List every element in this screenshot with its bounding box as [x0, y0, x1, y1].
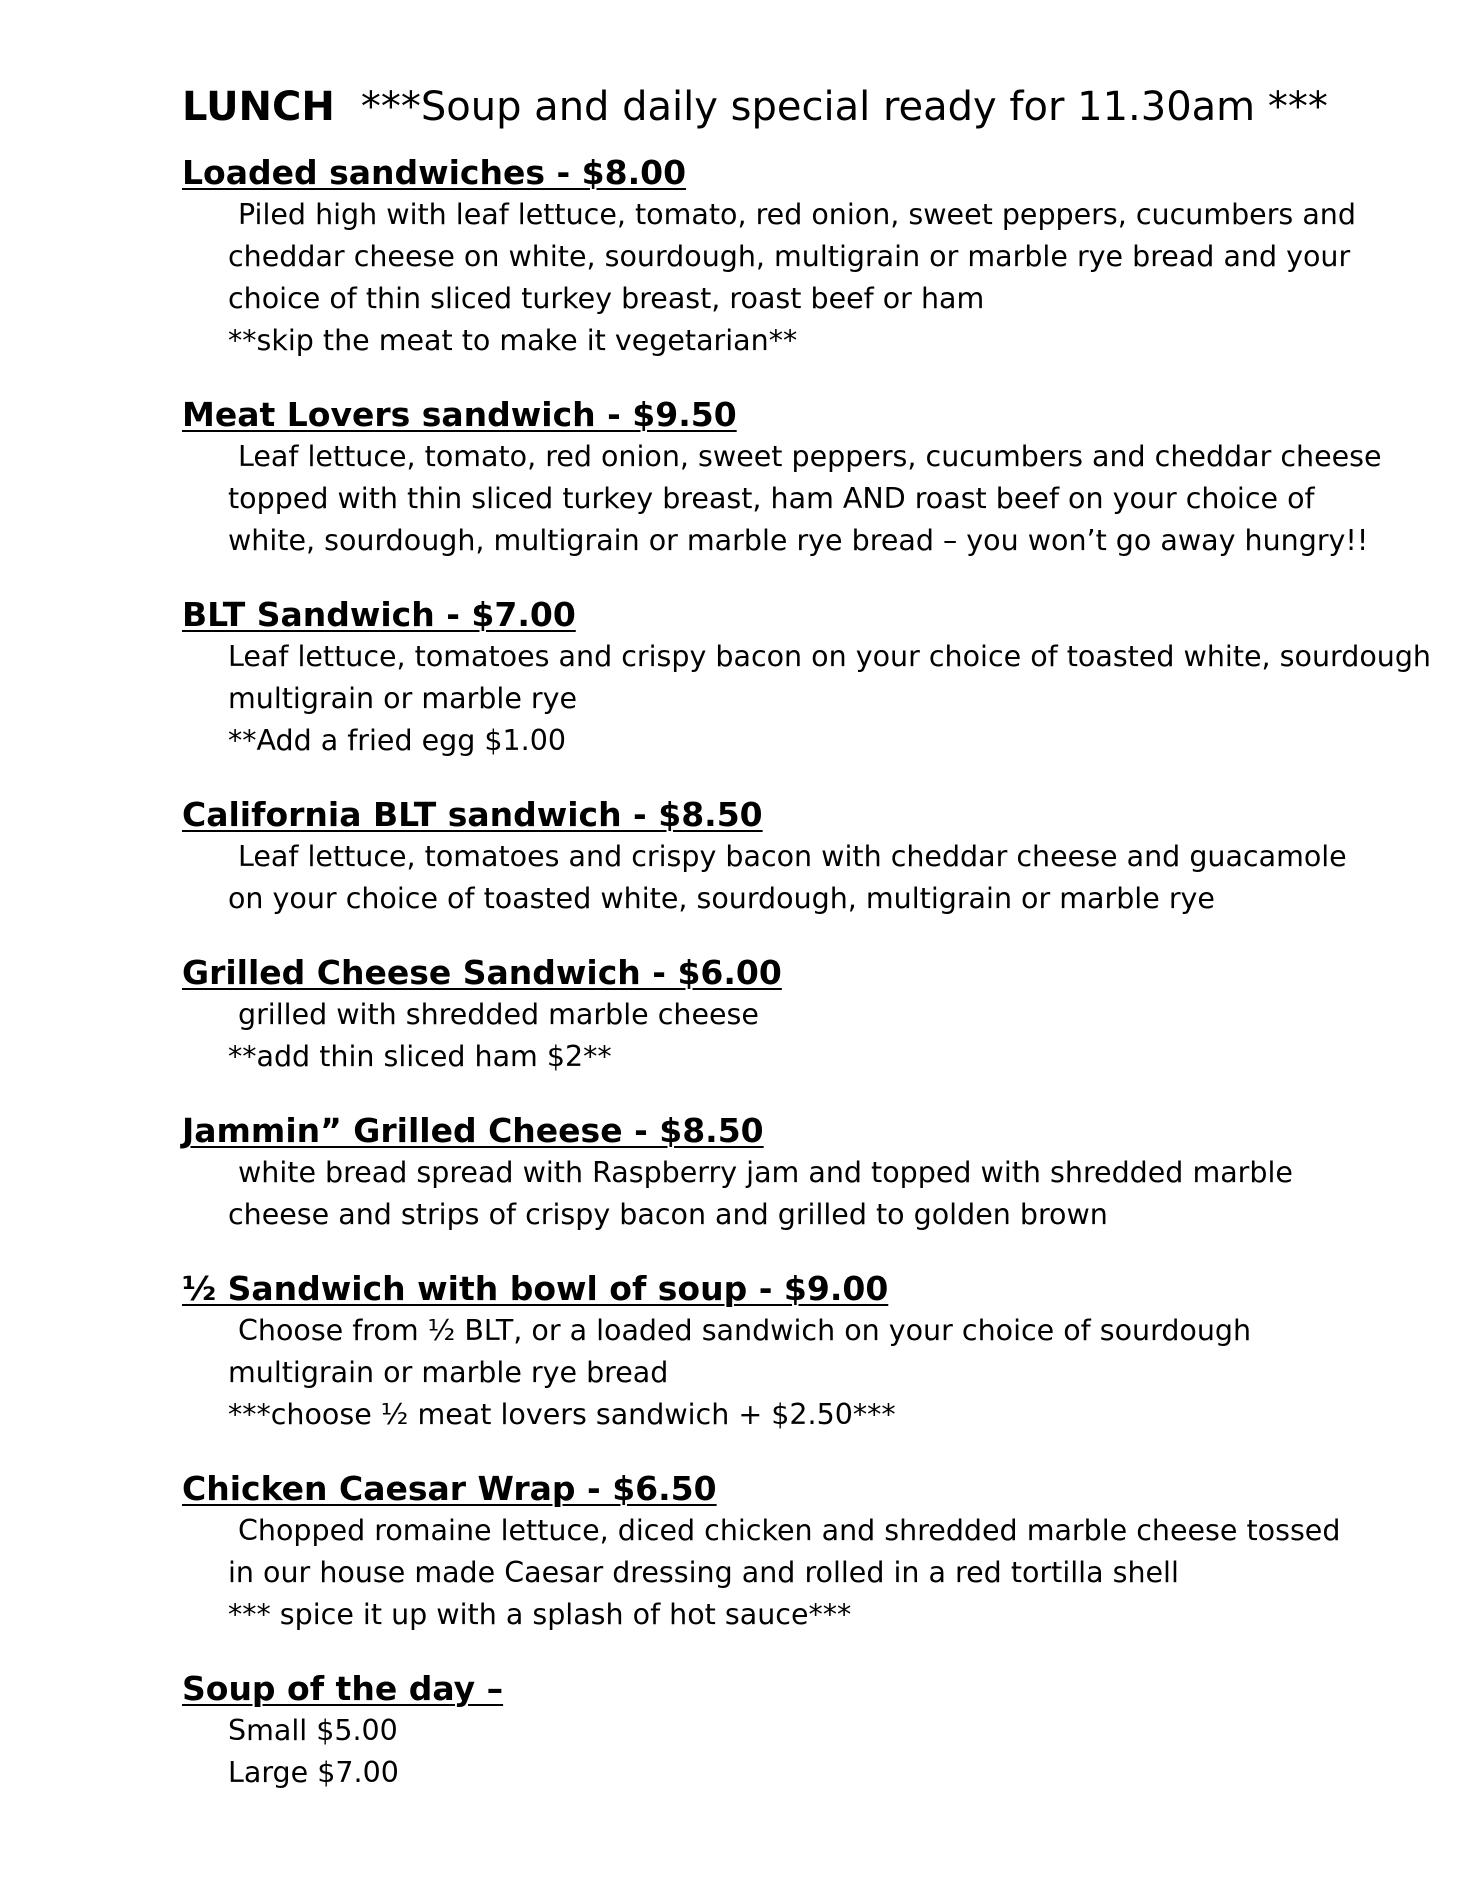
menu-item-heading: California BLT sandwich - $8.50 — [182, 795, 763, 834]
menu-item-heading: BLT Sandwich - $7.00 — [182, 595, 576, 634]
menu-item-description: grilled with shredded marble cheese — [238, 998, 759, 1031]
menu-item-heading: Grilled Cheese Sandwich - $6.00 — [182, 953, 782, 992]
menu-item-description: Piled high with leaf lettuce, tomato, red onion, sweet peppers, cucumbers and — [238, 198, 1356, 231]
menu-item-half-sandwich-soup — [182, 1268, 1382, 1436]
menu-item-heading: Jammin” Grilled Cheese - $8.50 — [182, 1111, 764, 1150]
menu-item-description: multigrain or marble rye bread — [228, 1356, 669, 1389]
menu-item-note: **Add a fried egg $1.00 — [228, 724, 566, 757]
menu-title: LUNCH — [182, 84, 335, 130]
menu-item-blt — [182, 594, 1431, 762]
menu-item-description: Leaf lettuce, tomatoes and crispy bacon with cheddar cheese and guacamole — [238, 840, 1347, 873]
menu-item-description: white, sourdough, multigrain or marble rye bread – you won’t go away hungry!! — [228, 524, 1369, 557]
menu-item-description: multigrain or marble rye — [228, 682, 578, 715]
menu-item-description: in our house made Caesar dressing and rolled in a red tortilla shell — [228, 1556, 1179, 1589]
menu-item-grilled-cheese — [182, 952, 1382, 1078]
menu-item-description: cheddar cheese on white, sourdough, multigrain or marble rye bread and your — [228, 240, 1351, 273]
menu-item-description: choice of thin sliced turkey breast, roast beef or ham — [228, 282, 985, 315]
menu-item-loaded-sandwiches — [182, 152, 1382, 362]
menu-item-price-small: Small $5.00 — [228, 1714, 398, 1747]
menu-item-california-blt — [182, 794, 1382, 920]
menu-item-description: topped with thin sliced turkey breast, ham AND roast beef on your choice of — [228, 482, 1315, 515]
menu-item-meat-lovers — [182, 394, 1382, 562]
menu-item-heading: Soup of the day – — [182, 1669, 504, 1708]
menu-item-soup-of-the-day — [182, 1668, 1382, 1794]
menu-item-heading: Loaded sandwiches - $8.00 — [182, 153, 687, 192]
menu-item-description: white bread spread with Raspberry jam and topped with shredded marble — [238, 1156, 1293, 1189]
menu-header — [182, 80, 1382, 134]
lunch-menu — [182, 80, 1431, 1826]
menu-item-note: ***choose ½ meat lovers sandwich + $2.50*** — [228, 1398, 896, 1431]
menu-note: ***Soup and daily special ready for 11.30am *** — [360, 84, 1328, 130]
menu-item-description: Chopped romaine lettuce, diced chicken and shredded marble cheese tossed — [238, 1514, 1341, 1547]
menu-item-jammin-grilled-cheese — [182, 1110, 1382, 1236]
menu-item-price-large: Large $7.00 — [228, 1756, 399, 1789]
menu-item-description: on your choice of toasted white, sourdough, multigrain or marble rye — [228, 882, 1215, 915]
menu-item-description: Leaf lettuce, tomatoes and crispy bacon on your choice of toasted white, sourdough — [228, 640, 1431, 673]
menu-item-heading: ½ Sandwich with bowl of soup - $9.00 — [182, 1269, 889, 1308]
menu-item-heading: Meat Lovers sandwich - $9.50 — [182, 395, 737, 434]
menu-item-note: *** spice it up with a splash of hot sauce*** — [228, 1598, 852, 1631]
menu-item-chicken-caesar-wrap — [182, 1468, 1382, 1636]
menu-item-description: Choose from ½ BLT, or a loaded sandwich on your choice of sourdough — [238, 1314, 1252, 1347]
menu-item-note: **add thin sliced ham $2** — [228, 1040, 612, 1073]
menu-item-heading: Chicken Caesar Wrap - $6.50 — [182, 1469, 717, 1508]
menu-item-note: **skip the meat to make it vegetarian** — [228, 324, 798, 357]
menu-item-description: cheese and strips of crispy bacon and grilled to golden brown — [228, 1198, 1108, 1231]
menu-item-description: Leaf lettuce, tomato, red onion, sweet peppers, cucumbers and cheddar cheese — [238, 440, 1382, 473]
